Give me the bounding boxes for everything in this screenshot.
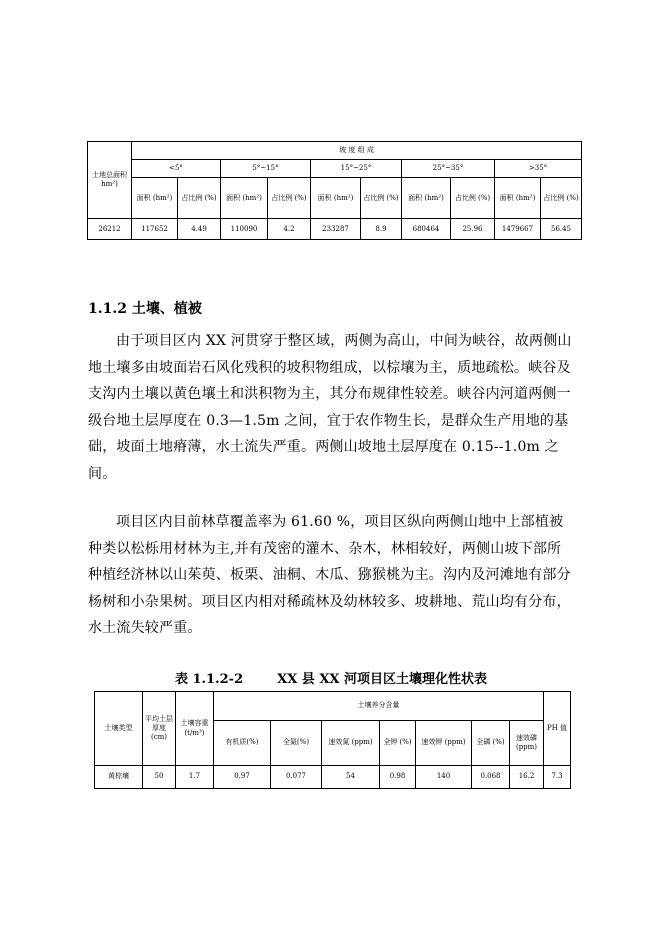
slope-range-0: <5° [132,160,221,178]
pct-header: 占比例 (%) [451,178,495,219]
total-area-header: 土地总面积 hm²) [88,142,132,219]
area-value: 233287 [311,219,361,240]
nutrient-header: 速效磷 (ppm) [510,721,544,766]
depth-header: 平均土层厚度 (cm) [143,692,176,766]
area-value: 110090 [221,219,268,240]
slope-range-4: >35° [495,160,582,178]
nutrient-value: 0.068 [472,766,510,789]
nutrient-header: 速效氮 (ppm) [322,721,380,766]
nutrient-value: 16.2 [510,766,544,789]
density-header: 土壤容重 (t/m³) [176,692,214,766]
pct-value: 4.49 [178,219,221,240]
nutrient-header: 速效钾 (ppm) [416,721,472,766]
nutrient-value: 140 [416,766,472,789]
section-heading: 1.1.2 土壤、植被 [88,301,202,317]
area-header: 面积 (hm²) [311,178,361,219]
paragraph-soil [88,328,574,487]
nutrient-value: 0.077 [271,766,322,789]
density-value: 1.7 [176,766,214,789]
ph-value: 7.3 [544,766,571,789]
nutrient-header: 全磷 (%) [472,721,510,766]
total-area-value: 26212 [88,219,132,240]
nutrient-header: 全钾 (%) [380,721,416,766]
pct-header: 占比例 (%) [178,178,221,219]
nutrient-value: 0.97 [214,766,271,789]
slope-range-1: 5°~15° [221,160,311,178]
pct-value: 4.2 [268,219,311,240]
ph-header: PH 值 [544,692,571,766]
area-value: 1479667 [495,219,541,240]
depth-value: 50 [143,766,176,789]
pct-value: 8.9 [361,219,402,240]
soil-type-header: 土壤类型 [95,692,143,766]
table-caption-title: XX 县 XX 河项目区土壤理化性状表 [277,672,488,687]
area-header: 面积 (hm²) [495,178,541,219]
soil-table [94,691,571,789]
area-header: 面积 (hm²) [402,178,451,219]
paragraph-soil-text: 由于项目区内 XX 河贯穿于整区域，两侧为高山，中间为峡谷，故两侧山地土壤多由坡面岩石风化残积的坡积物组成，以棕壤为主，质地疏松。峡谷及支沟内土壤以黄色壤土和洪积物为主，其分布规律性较差。峡谷内河道两侧一级台地土层厚度在 0.3—1.5m 之间，宜于农作物生长，是群众生产用地的基础，坡面土地瘠薄，水土流失严重。两侧山坡地土层厚度在 0.15--1.0m 之间。 [88,333,572,482]
paragraph-vegetation-text: 项目区内目前林草覆盖率为 61.60 %，项目区纵向两侧山地中上部植被种类以松栎用材林为主,并有茂密的灌木、杂木，林相较好，两侧山坡下部所种植经济林以山茱萸、板栗、油桐、木瓜、猕猴桃为主。沟内及河滩地有部分杨树和小杂果树。项目区内相对稀疏林及幼林较多、坡耕地、荒山均有分布，水土流失较严重。 [88,514,571,636]
nutrient-header: 全氮(%) [271,721,322,766]
nutrient-value: 0.98 [380,766,416,789]
slope-range-3: 25°~35° [402,160,495,178]
area-header: 面积 (hm²) [132,178,178,219]
nutrient-header: 有机质(%) [214,721,271,766]
pct-header: 占比例 (%) [541,178,582,219]
slope-range-2: 15°~25° [311,160,402,178]
table-caption [0,668,662,687]
soil-type-value: 黄棕壤 [95,766,143,789]
nutrient-value: 54 [322,766,380,789]
table-row [88,219,582,240]
pct-value: 56.45 [541,219,582,240]
table-row [95,766,571,789]
area-header: 面积 (hm²) [221,178,268,219]
slope-group-header: 坡 度 组 成 [132,142,582,160]
paragraph-vegetation [88,509,574,642]
slope-table [87,141,582,240]
pct-value: 25.96 [451,219,495,240]
area-value: 117652 [132,219,178,240]
pct-header: 占比例 (%) [268,178,311,219]
table-caption-number: 表 1.1.2-2 [174,672,244,687]
nutrient-group-header: 土壤养分含量 [214,692,544,721]
pct-header: 占比例 (%) [361,178,402,219]
area-value: 680464 [402,219,451,240]
